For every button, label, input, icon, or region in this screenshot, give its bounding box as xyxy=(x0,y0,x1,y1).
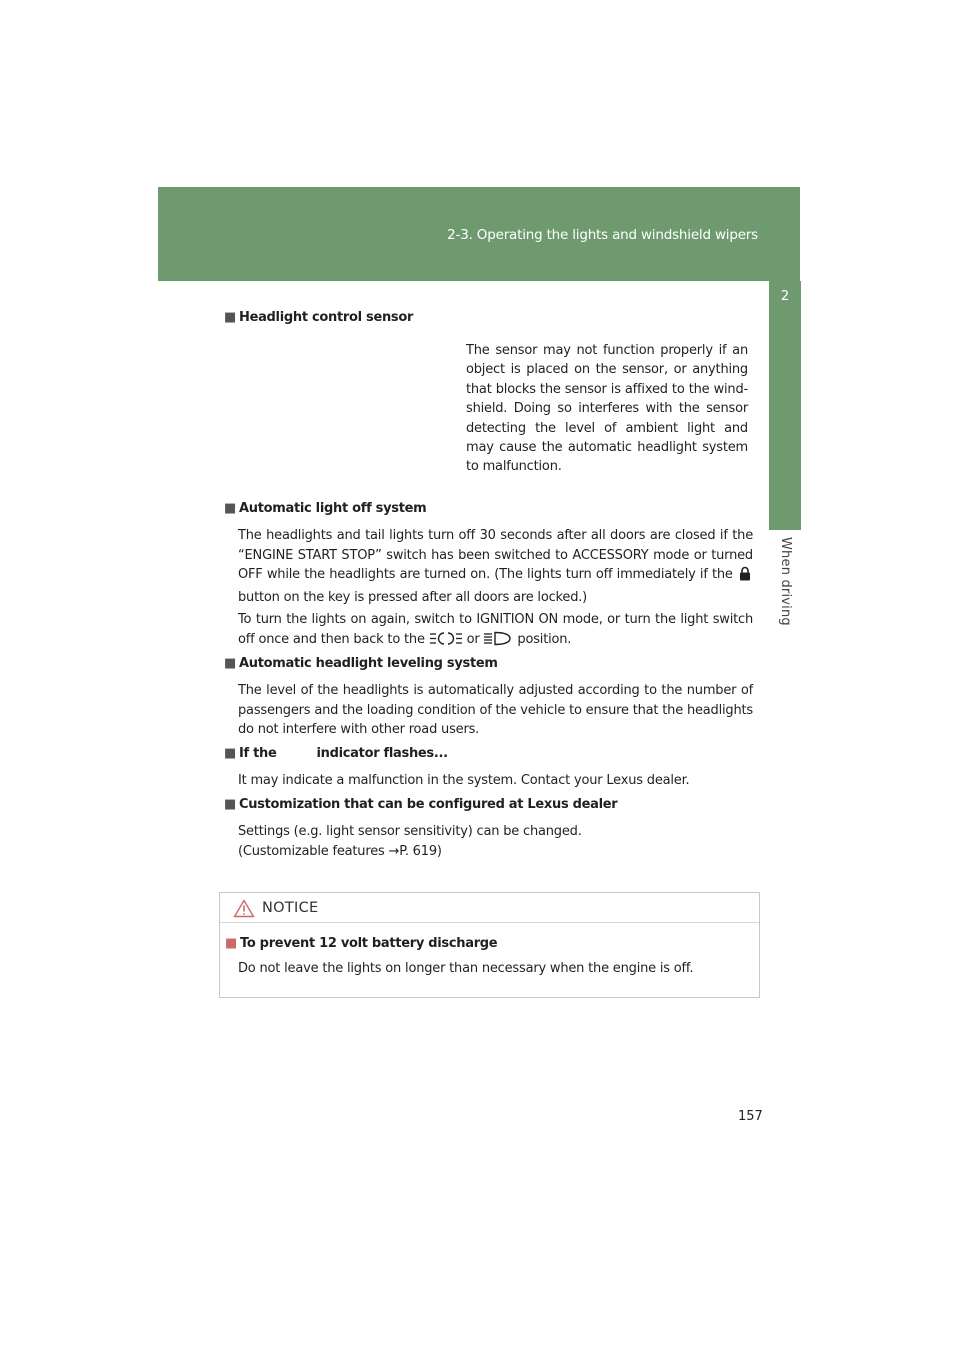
page-number: 157 xyxy=(738,1109,763,1124)
section-heading-auto-off: ■ Automatic light off system xyxy=(224,501,427,516)
customization-line-2: (Customizable features →P. 619) xyxy=(238,844,442,859)
chapter-header-band xyxy=(158,187,800,281)
tail-lights-icon xyxy=(429,631,463,653)
warning-triangle-icon xyxy=(233,899,255,922)
section-heading-customization: ■ Customization that can be configured at Lexus dealer xyxy=(224,797,618,812)
notice-heading: ■ To prevent 12 volt battery discharge xyxy=(225,936,498,951)
notice-text: Do not leave the lights on longer than necessary when the engine is off. xyxy=(238,961,694,976)
chapter-title: 2-3. Operating the lights and windshield wipers xyxy=(447,227,758,243)
chapter-side-label: When driving xyxy=(778,537,793,626)
notice-header xyxy=(220,893,759,923)
section-heading-sensor: ■ Headlight control sensor xyxy=(224,310,414,325)
section-heading-indicator: ■ If the indicator flashes... xyxy=(224,746,448,761)
lock-icon xyxy=(737,566,753,588)
notice-label: NOTICE xyxy=(262,900,319,916)
customization-line-1: Settings (e.g. light sensor sensitivity) can be changed. xyxy=(238,824,582,839)
chapter-number: 2 xyxy=(780,289,790,304)
sensor-note: The sensor may not function properly if an object is placed on the sensor, or anything that blocks the sensor is affixed to the wind-shield. Doing so interferes with the sensor detecting the level of ambient light and may cause the automatic headlight system to malfunction. xyxy=(466,343,748,475)
headlights-icon xyxy=(483,631,513,653)
chapter-side-tab xyxy=(769,281,801,530)
leveling-paragraph: The level of the headlights is automatically adjusted according to the number of passengers and the loading condition of the vehicle to ensure that the headlights do not interfere with other road users. xyxy=(238,683,753,738)
section-heading-leveling: ■ Automatic headlight leveling system xyxy=(224,656,498,671)
auto-off-paragraph-2: To turn the lights on again, switch to IGNITION ON mode, or turn the light switch off once and then back to the or position. xyxy=(238,610,753,652)
notice-box xyxy=(219,892,760,998)
indicator-paragraph: It may indicate a malfunction in the system. Contact your Lexus dealer. xyxy=(238,773,690,788)
bullet-square: ■ xyxy=(224,310,236,325)
auto-off-paragraph-1: The headlights and tail lights turn off 30 seconds after all doors are closed if the “ENGINE START STOP” switch has been switched to ACCESSORY mode or turned OFF while the headlights are turned on. (The lights turn off immediately if the button on the key is pressed after all doors are locked.) xyxy=(238,528,753,605)
